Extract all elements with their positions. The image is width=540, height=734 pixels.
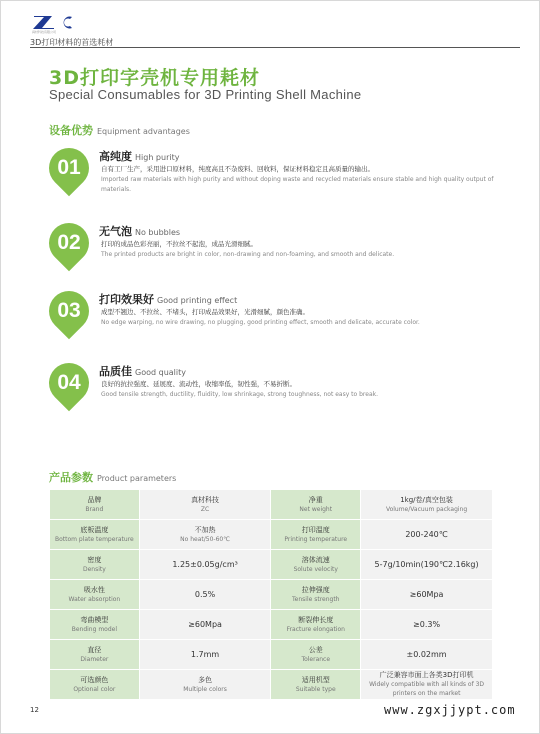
param-label — [50, 520, 140, 550]
website-url: www.zgxjjypt.com — [384, 703, 516, 717]
param-label — [50, 670, 140, 700]
table-row — [50, 640, 493, 670]
param-label — [271, 490, 361, 520]
label-en: Density — [82, 565, 106, 573]
feature-title-cn: 高纯度 — [99, 150, 132, 163]
param-value — [139, 610, 271, 640]
value-en: Multiple colors — [183, 685, 227, 693]
param-value — [139, 490, 271, 520]
label-cn: 打印温度 — [301, 525, 330, 534]
table-row — [50, 610, 493, 640]
param-label — [271, 550, 361, 580]
feature-title-en: Good quality — [135, 368, 186, 377]
param-value — [361, 610, 493, 640]
value-cn: 0.5% — [194, 589, 216, 599]
value-cn: 多色 — [198, 675, 213, 684]
param-value — [139, 640, 271, 670]
feature-desc-cn: 良好的抗拉强度、延展度、流动性，收缩率低，韧性强，不易折断。 — [101, 380, 296, 388]
param-value — [139, 580, 271, 610]
feature-desc-en: No edge warping, no wire drawing, no plugging, good printing effect, smooth and delicate, accurate color. — [101, 319, 420, 326]
param-label — [50, 610, 140, 640]
params-heading-en: Product parameters — [97, 474, 177, 483]
label-cn: 净重 — [308, 495, 323, 504]
param-value — [361, 640, 493, 670]
feature-desc-en: Imported raw materials with high purity and without doping waste and recycled materials ensure stable and high quality output of materials. — [101, 176, 494, 193]
page-title: 3D打印字壳机专用耗材 — [49, 67, 260, 89]
feature-title-en: High purity — [135, 153, 180, 162]
param-label — [271, 520, 361, 550]
value-en: ZC — [200, 505, 210, 513]
param-label — [50, 550, 140, 580]
value-cn: 200-240℃ — [405, 529, 448, 539]
label-en: Bottom plate temperature — [55, 535, 134, 543]
label-en: Optional color — [73, 685, 116, 693]
label-en: Brand — [85, 505, 104, 513]
label-en: Solute velocity — [293, 565, 338, 573]
feature-desc-en: Good tensile strength, ductility, fluidity, low shrinkage, strong toughness, not easy to break. — [101, 391, 379, 398]
label-cn: 适用机型 — [301, 675, 330, 684]
page-subtitle: Special Consumables for 3D Printing Shell Machine — [49, 87, 362, 102]
feature-desc-cn: 打印的成品色彩亮丽，不拉丝不起泡，成品光滑细腻。 — [101, 240, 257, 248]
feature-desc-cn: 自有工厂生产，采用进口原材料，纯度高且不杂废料、回收料，保证材料稳定且高质量的输出。 — [101, 165, 374, 173]
label-en: Net weight — [299, 505, 333, 513]
zc-logo — [32, 14, 78, 30]
logo-tagline: 真材科技有限公司 — [32, 30, 57, 34]
params-table — [49, 489, 493, 700]
advantages-heading-en: Equipment advantages — [97, 127, 190, 136]
label-cn: 品牌 — [87, 495, 102, 504]
param-value — [139, 550, 271, 580]
value-cn: ≥60Mpa — [188, 619, 222, 629]
param-label — [50, 640, 140, 670]
param-label — [50, 490, 140, 520]
feature-title-cn: 品质佳 — [99, 365, 132, 378]
running-title: 3D打印材料的首选耗材 — [30, 38, 114, 47]
params-heading-cn: 产品参数 — [49, 471, 93, 484]
param-value — [139, 670, 271, 700]
label-en: Tensile strength — [292, 595, 340, 603]
param-value — [361, 490, 493, 520]
feature-title — [99, 148, 179, 164]
label-en: Diameter — [80, 655, 109, 663]
feature-desc-en: The printed products are bright in color, non-drawing and non-foaming, and smooth and delicate. — [101, 251, 395, 258]
table-row — [50, 550, 493, 580]
param-value — [361, 550, 493, 580]
badge-number: 04 — [57, 371, 81, 394]
table-row — [50, 580, 493, 610]
advantages-heading — [49, 122, 190, 138]
feature-title — [99, 363, 186, 379]
value-cn: 1.7mm — [190, 649, 220, 659]
param-label — [271, 610, 361, 640]
feature-title — [99, 223, 180, 239]
table-row — [50, 490, 493, 520]
label-cn: 吸水性 — [83, 585, 105, 594]
label-en: Bending model — [71, 625, 118, 633]
feature-title — [99, 291, 237, 307]
value-cn: ≥0.3% — [413, 619, 441, 629]
value-en: No heat/50-60℃ — [180, 535, 230, 543]
badge-number: 02 — [57, 231, 81, 254]
value-cn: 广泛兼容市面上各类3D打印机 — [379, 671, 474, 679]
label-cn: 弯曲模型 — [80, 615, 109, 624]
feature-title-cn: 打印效果好 — [99, 293, 154, 306]
param-value — [361, 580, 493, 610]
label-cn: 断裂伸长度 — [298, 615, 334, 624]
table-row — [50, 670, 493, 700]
param-label — [50, 580, 140, 610]
badge-number: 01 — [57, 156, 81, 179]
label-cn: 密度 — [87, 555, 102, 564]
feature-title-cn: 无气泡 — [99, 225, 132, 238]
header-divider — [30, 47, 520, 48]
page-number: 12 — [30, 706, 39, 714]
value-cn: ±0.02mm — [406, 649, 447, 659]
value-cn: 不加热 — [194, 525, 216, 534]
value-cn: ≥60Mpa — [409, 589, 444, 599]
value-en: Volume/Vacuum packaging — [385, 505, 468, 513]
feature-title-en: Good printing effect — [157, 296, 238, 305]
label-en: Fracture elongation — [286, 625, 345, 633]
label-cn: 可选颜色 — [80, 675, 109, 684]
params-heading — [49, 469, 176, 485]
feature-title-en: No bubbles — [135, 228, 181, 237]
badge-number: 03 — [57, 299, 81, 322]
label-cn: 直径 — [87, 645, 102, 654]
label-en: Suitable type — [295, 685, 336, 693]
value-en: Widely compatible with all kinds of 3D printers on the market — [369, 681, 485, 697]
label-cn: 底板温度 — [80, 525, 109, 534]
param-value — [361, 520, 493, 550]
label-cn: 公差 — [308, 645, 323, 654]
label-cn: 溶体流速 — [301, 555, 330, 564]
label-en: Tolerance — [301, 655, 331, 663]
param-label — [271, 670, 361, 700]
value-cn: 1.25±0.05g/cm³ — [172, 559, 238, 569]
value-cn: 1kg/卷/真空包装 — [400, 495, 453, 504]
param-label — [271, 580, 361, 610]
table-row — [50, 520, 493, 550]
label-cn: 拉伸强度 — [301, 585, 330, 594]
label-en: Printing temperature — [284, 535, 348, 543]
label-en: Water absorption — [68, 595, 121, 603]
advantages-heading-cn: 设备优势 — [49, 124, 93, 137]
value-cn: 5-7g/10min(190℃2.16kg) — [374, 559, 479, 569]
param-value — [361, 670, 493, 700]
param-label — [271, 640, 361, 670]
feature-desc-cn: 成型不翘边、不拉丝、不堵头，打印成品效果好，光滑细腻，颜色准确。 — [101, 308, 309, 316]
param-value — [139, 520, 271, 550]
value-cn: 真材科技 — [191, 495, 220, 504]
